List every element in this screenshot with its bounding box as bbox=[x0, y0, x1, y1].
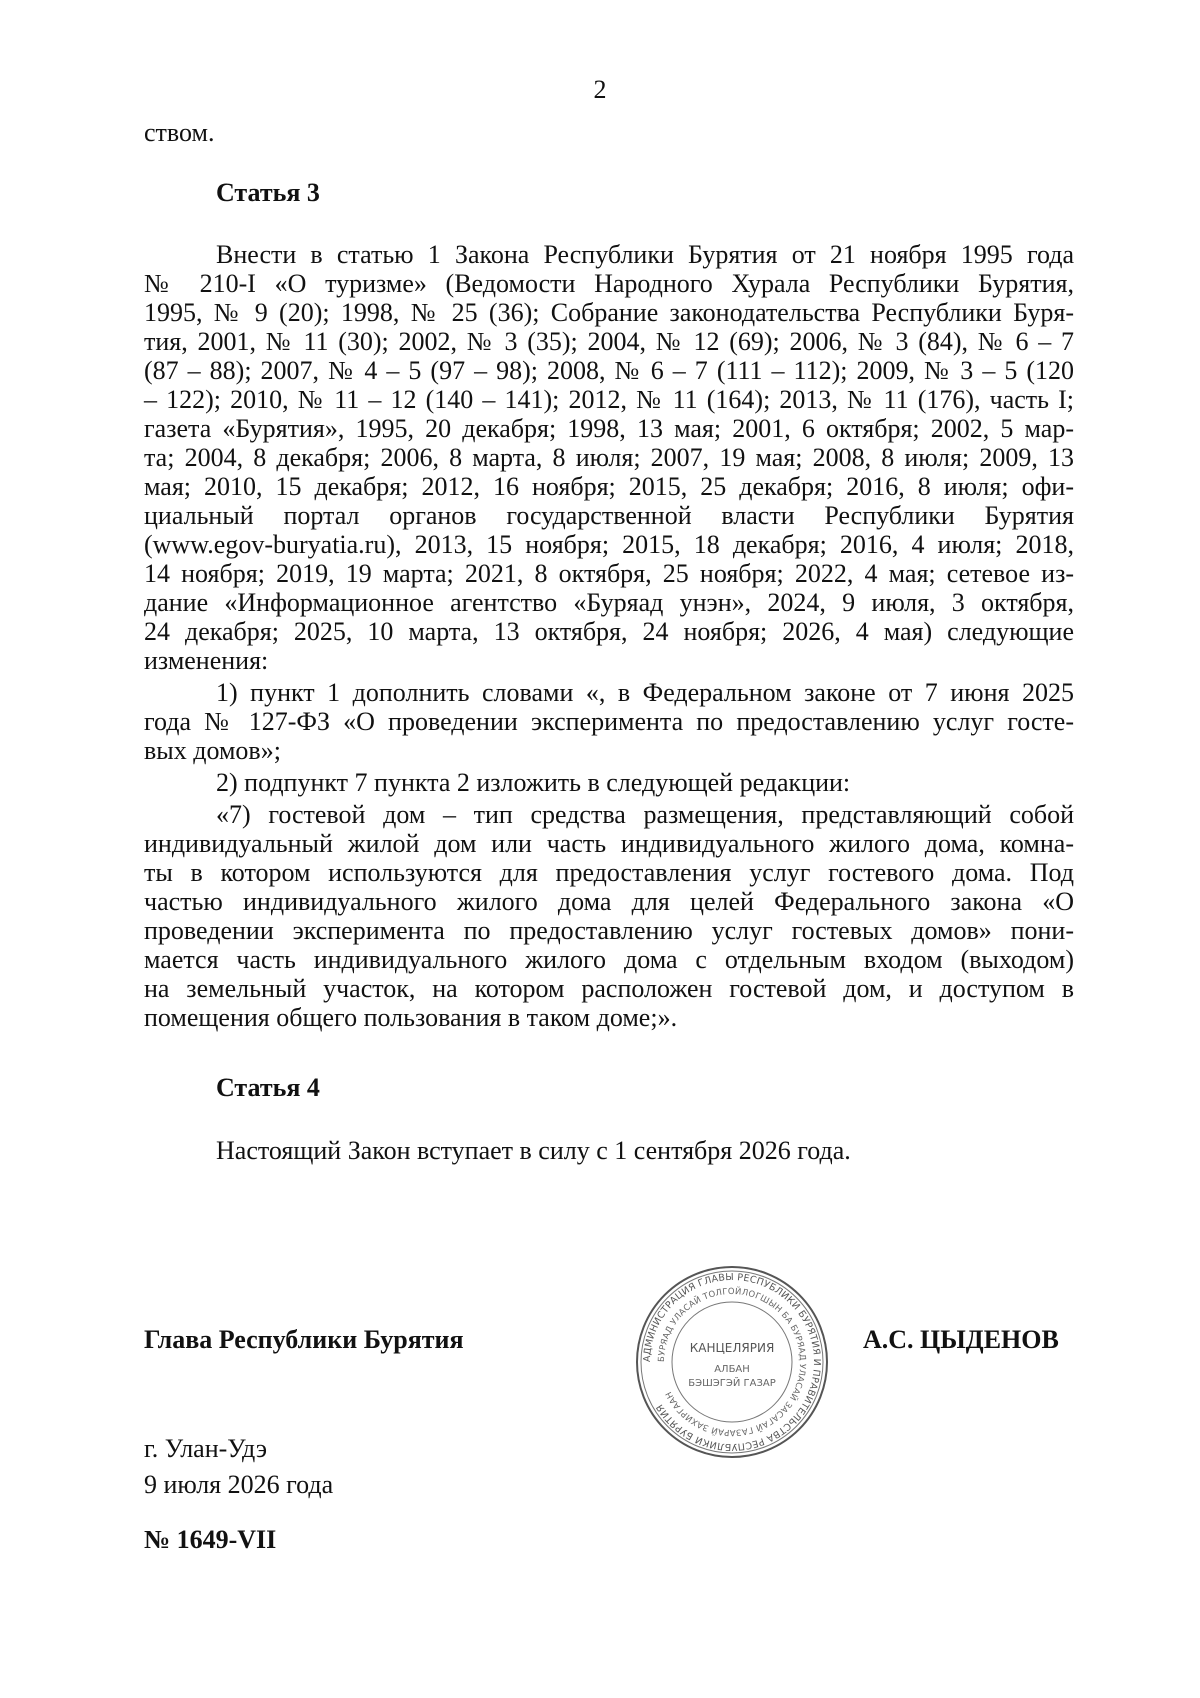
article-3-line: 1995, № 9 (20); 1998, № 25 (36); Собрание законодательства Республики Буря- bbox=[144, 298, 1074, 327]
article-4-text: Настоящий Закон вступает в силу с 1 сентября 2026 года. bbox=[216, 1136, 851, 1165]
seal-center-bottom: БЭШЭГЭЙ ГАЗАР bbox=[688, 1378, 776, 1389]
article-3-line: проведении эксперимента по предоставлению услуг гостевых домов» пони- bbox=[144, 916, 1074, 945]
article-3-line: Внести в статью 1 Закона Республики Бурятия от 21 ноября 1995 года bbox=[216, 240, 1074, 269]
article-3-heading: Статья 3 bbox=[216, 178, 320, 207]
article-3-line: (87 – 88); 2007, № 4 – 5 (97 – 98); 2008, № 6 – 7 (111 – 112); 2009, № 3 – 5 (120 bbox=[144, 356, 1074, 385]
seal-center-mid: АЛБАН bbox=[714, 1364, 750, 1375]
place: г. Улан-Удэ bbox=[144, 1434, 268, 1463]
article-3-line: 2) подпункт 7 пункта 2 изложить в следующей редакции: bbox=[216, 768, 851, 797]
seal-center-top: КАНЦЕЛЯРИЯ bbox=[689, 1341, 775, 1355]
article-3-line: года № 127-ФЗ «О проведении эксперимента по предоставлению услуг госте- bbox=[144, 707, 1074, 736]
article-3-line: (www.egov-buryatia.ru), 2013, 15 ноября; 2015, 18 декабря; 2016, 4 июля; 2018, bbox=[144, 530, 1074, 559]
article-3-line: помещения общего пользования в таком доме;». bbox=[144, 1003, 678, 1032]
continuation-text: ством. bbox=[144, 118, 215, 147]
article-3-line: изменения: bbox=[144, 646, 269, 675]
article-3-line: ты в котором используются для предоставления услуг гостевого дома. Под bbox=[144, 858, 1074, 887]
page-number: 2 bbox=[593, 75, 607, 104]
article-3-line: циальный портал органов государственной власти Республики Бурятия bbox=[144, 501, 1074, 530]
place-and-date bbox=[144, 1431, 333, 1503]
article-3-line: тия, 2001, № 11 (30); 2002, № 3 (35); 2004, № 12 (69); 2006, № 3 (84), № 6 – 7 bbox=[144, 327, 1074, 356]
article-3-line: 14 ноября; 2019, 19 марта; 2021, 8 октября, 25 ноября; 2022, 4 мая; сетевое из- bbox=[144, 559, 1074, 588]
article-3-line: 24 декабря; 2025, 10 марта, 13 октября, 24 ноября; 2026, 4 мая) следующие bbox=[144, 617, 1074, 646]
article-4-heading: Статья 4 bbox=[216, 1073, 320, 1102]
svg-text:БУРЯАД УЛАСАЙ ТОЛГОЙЛОГШЫН БА bbox=[657, 1285, 807, 1437]
article-3-line: 1) пункт 1 дополнить словами «, в Федеральном законе от 7 июня 2025 bbox=[216, 678, 1074, 707]
article-3-line: частью индивидуального жилого дома для целей Федерального закона «О bbox=[144, 887, 1074, 916]
official-seal bbox=[632, 1262, 832, 1462]
article-3-line: № 210-I «О туризме» (Ведомости Народного Хурала Республики Бурятия, bbox=[144, 269, 1074, 298]
seal-ring-outer: АДМИНИСТРАЦИЯ ГЛАВЫ РЕСПУБЛИКИ БУРЯТИЯ И ПРАВИТЕЛЬСТВА РЕСПУБЛИКИ БУРЯТИЯ bbox=[641, 1271, 823, 1453]
article-3-line: «7) гостевой дом – тип средства размещения, представляющий собой bbox=[216, 800, 1074, 829]
seal-ring-inner: БУРЯАД УЛАСАЙ ТОЛГОЙЛОГШЫН БА БУРЯАД УЛАСАЙ ЗАСАГАЙ ГАЗАРАЙ ЗАХИРГААН bbox=[656, 1286, 808, 1438]
article-3-line: мается часть индивидуального жилого дома с отдельным входом (выходом) bbox=[144, 945, 1074, 974]
article-3-line: мая; 2010, 15 декабря; 2012, 16 ноября; 2015, 25 декабря; 2016, 8 июля; офи- bbox=[144, 472, 1074, 501]
svg-text:АДМИНИСТРАЦИЯ ГЛАВЫ РЕСПУБЛИКИ bbox=[642, 1272, 822, 1452]
article-3-line: газета «Бурятия», 1995, 20 декабря; 1998, 13 мая; 2001, 6 октября; 2002, 5 мар- bbox=[144, 414, 1074, 443]
signatory-title: Глава Республики Бурятия bbox=[144, 1325, 464, 1354]
law-number: № 1649-VII bbox=[144, 1525, 277, 1554]
article-3-line: на земельный участок, на котором расположен гостевой дом, и доступом в bbox=[144, 974, 1074, 1003]
date: 9 июля 2026 года bbox=[144, 1470, 334, 1499]
signatory-name: А.С. ЦЫДЕНОВ bbox=[863, 1325, 1059, 1354]
article-3-line: та; 2004, 8 декабря; 2006, 8 марта, 8 июля; 2007, 19 мая; 2008, 8 июля; 2009, 13 bbox=[144, 443, 1074, 472]
article-3-line: дание «Информационное агентство «Буряад унэн», 2024, 9 июля, 3 октября, bbox=[144, 588, 1074, 617]
article-3-line: вых домов»; bbox=[144, 736, 281, 765]
article-3-line: индивидуальный жилой дом или часть индивидуального жилого дома, комна- bbox=[144, 829, 1074, 858]
article-3-line: – 122); 2010, № 11 – 12 (140 – 141); 2012, № 11 (164); 2013, № 11 (176), часть I; bbox=[144, 385, 1074, 414]
